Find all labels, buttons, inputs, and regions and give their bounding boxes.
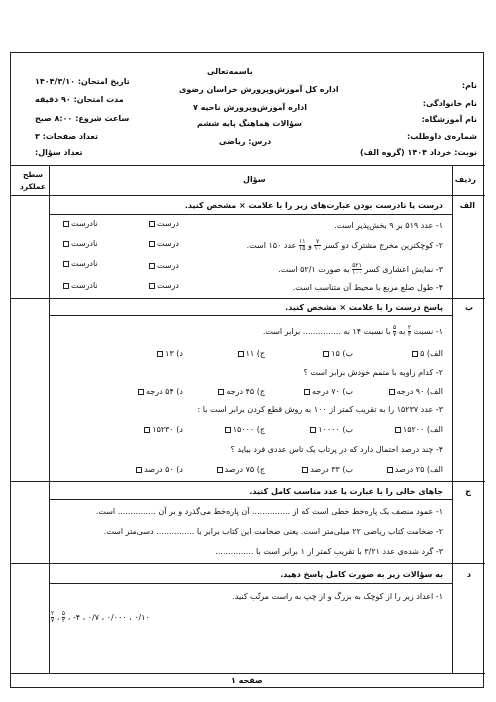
section-a-instruction-line xyxy=(49,214,452,215)
header-term: نوبت: خرداد ۱۴۰۴ (گروه الف) xyxy=(360,148,477,157)
section-b-q3-option-b[interactable]: ب) ۱۰۰۰۰ xyxy=(310,425,353,434)
q1-true-option[interactable]: درست xyxy=(149,219,179,228)
section-b-q3-option-d[interactable]: د) ۱۵۲۳۰ xyxy=(144,425,183,434)
section-b-instruction-line xyxy=(49,315,452,316)
section-b-q1-fraction-2: $\frac{۵}{۷}$ xyxy=(393,324,397,338)
checkbox-icon xyxy=(395,427,401,433)
section-d-number-list xyxy=(51,611,150,624)
section-d-separator: ، xyxy=(56,613,60,622)
checkbox-icon xyxy=(238,351,244,357)
header-subject: درس: ریاضی xyxy=(219,137,272,146)
section-a-q2-fraction-2: $\frac{۱۱}{۱۵}$ xyxy=(299,238,306,252)
checkbox-icon xyxy=(225,427,231,433)
checkbox-icon xyxy=(149,221,155,227)
checkbox-icon xyxy=(389,389,395,395)
q2-false-option[interactable]: نادرست xyxy=(63,239,98,248)
header-candidate-number: شماره‌ی داوطلب: xyxy=(407,132,477,141)
column-level-header: سطح عملکرد xyxy=(19,170,47,191)
section-d-fraction-b: $\frac{۵}{۲}$ xyxy=(61,610,66,624)
checkbox-icon xyxy=(149,241,155,247)
section-a-question-2 xyxy=(247,239,443,252)
q3-true-option[interactable]: درست xyxy=(149,261,179,270)
section-b-question-3: ۳- عدد ۱۵۲۳۷ را به تقریب کمتر از ۱۰۰ به روش قطع کردن برابر است با : xyxy=(197,405,443,414)
checkbox-icon xyxy=(149,263,155,269)
checkbox-icon xyxy=(144,427,150,433)
q4-false-option[interactable]: نادرست xyxy=(63,281,98,290)
checkbox-icon xyxy=(218,389,224,395)
section-b-q1-option-b[interactable]: ب) ۱۵ xyxy=(323,349,353,358)
header-divider xyxy=(11,165,485,166)
section-b-q2-option-d[interactable]: د) ۵۴ درجه xyxy=(138,387,183,396)
section-b-label: ب xyxy=(464,303,473,312)
section-b-q4-option-b[interactable]: ب) ۳۳ درصد xyxy=(302,465,353,474)
section-a-question-3 xyxy=(278,263,443,276)
checkbox-icon xyxy=(157,351,163,357)
section-b-question-4: ۴- چند درصد احتمال دارد که در پرتاب یک تاس عددی فرد بیاید ؟ xyxy=(230,445,443,454)
q2-true-option[interactable]: درست xyxy=(149,239,179,248)
section-a-q2-text-a: ۲- کوچکترین مخرج مشترک دو کسر xyxy=(323,241,443,250)
checkbox-icon xyxy=(310,427,316,433)
page-number: صفحه ۱ xyxy=(231,676,263,685)
section-b-question-1: ۱- نسبت $\frac{۲}{۳}$ به $\frac{۵}{۷}$ با نسبت ۱۴ به ............... برابر است. xyxy=(262,324,443,338)
column-row-header: ردیف xyxy=(454,175,476,184)
section-a-q2-text-c: عدد ۱۵۰ است. xyxy=(246,241,297,250)
section-a-q2-fraction-1: $\frac{۷}{۱۰}$ xyxy=(314,238,321,252)
header-exam-date: تاریخ امتحان: ۱۴۰۴/۳/۱۰ xyxy=(35,77,130,86)
checkbox-icon xyxy=(149,283,155,289)
q1-false-option[interactable]: نادرست xyxy=(63,219,98,228)
section-d-label: د xyxy=(466,570,471,579)
section-b-q2-option-b[interactable]: ب) ۷۰ درجه xyxy=(304,387,353,396)
header-question-count: تعداد سؤال: xyxy=(35,148,83,157)
section-b-q3-option-a[interactable]: الف) ۱۵۲۰۰ xyxy=(395,425,443,434)
checkbox-icon xyxy=(63,261,69,267)
checkbox-icon xyxy=(387,467,393,473)
header-start-time: ساعت شروع: ۸:۰۰ صبح xyxy=(35,114,130,123)
section-a-q3-fraction: $\frac{۵۲۱}{۱۰۰}$ xyxy=(352,262,362,276)
section-a-q3-text-b: به صورت ۵۲/۱ است. xyxy=(278,265,350,274)
header-page-count: تعداد صفحات: ۳ xyxy=(35,132,98,141)
checkbox-icon xyxy=(63,283,69,289)
checkbox-icon xyxy=(63,241,69,247)
section-b-q2-option-a[interactable]: الف) ۹۰ درجه xyxy=(389,387,443,396)
checkbox-icon xyxy=(323,351,329,357)
column-question-header: سؤال xyxy=(243,175,266,184)
section-d-instruction: به سؤالات زیر به صورت کامل پاسخ دهید. xyxy=(280,570,443,579)
header-center-line-3: سؤالات هماهنگ پایه ششم xyxy=(197,119,303,128)
section-b-divider xyxy=(11,481,485,482)
section-a-instruction: درست یا نادرست بودن عبارت‌های زیر را با علامت × مشخص کنید. xyxy=(184,201,443,210)
checkbox-icon xyxy=(63,221,69,227)
q3-false-option[interactable]: نادرست xyxy=(63,259,98,268)
section-b-q1-option-a[interactable]: الف) ۵ xyxy=(412,349,443,358)
section-b-instruction: پاسخ درست را با علامت × مشخص کنید. xyxy=(285,303,443,312)
section-c-question-2: ۲- ضخامت کتاب ریاضی ۲۲ میلی‌متر است. یعنی ضخامت این کتاب برابر با ............... دسی‌متر است. xyxy=(103,527,443,536)
header-exam-duration: مدت امتحان: ۹۰ دقیقه xyxy=(35,95,124,104)
q4-true-option[interactable]: درست xyxy=(149,281,179,290)
header-name: نام: xyxy=(461,81,477,90)
exam-page xyxy=(10,52,484,688)
footer-divider xyxy=(11,673,485,674)
section-c-question-3: ۳- گرد شده‌ی عدد ۳/۲۱ با تقریب کمتر از ۱ برابر است با ............... xyxy=(215,547,443,556)
section-b-q1-option-c[interactable]: ج) ۱۱ xyxy=(238,349,265,358)
section-d-fraction-a: $\frac{۲}{۷}$ xyxy=(51,610,55,624)
section-b-q4-option-c[interactable]: ج) ۷۵ درصد xyxy=(217,465,265,474)
header-center-line-2: اداره آموزش‌وپرورش ناحیه ۷ xyxy=(193,103,307,112)
section-a-divider xyxy=(11,298,485,299)
section-c-label: ج xyxy=(465,487,471,496)
section-c-instruction-line xyxy=(49,499,452,500)
section-b-question-2: ۲- کدام زاویه با متمم خودش برابر است ؟ xyxy=(303,368,443,377)
section-b-q1-fraction-1: $\frac{۲}{۳}$ xyxy=(407,324,412,338)
header-family-name: نام خانوادگی: xyxy=(422,99,477,108)
section-c-question-1: ۱- عمود منصف یک پاره‌خط خطی است که از ............... آن پاره‌خط می‌گذرد و بر آن ............... است. xyxy=(95,507,443,516)
row-column-divider xyxy=(452,165,453,673)
checkbox-icon xyxy=(302,467,308,473)
section-b-q2-option-c[interactable]: ج) ۴۵ درجه xyxy=(218,387,265,396)
header-school: نام آموزشگاه: xyxy=(421,115,477,124)
checkbox-icon xyxy=(136,467,142,473)
section-a-question-1: ۱- عدد ۵۱۹ بر ۹ بخش‌پذیر است. xyxy=(334,221,443,230)
level-column-divider xyxy=(49,165,50,673)
section-c-instruction: جاهای خالی را با عبارت یا عدد مناسب کامل کنید. xyxy=(249,487,443,496)
section-b-q4-option-a[interactable]: الف) ۲۵ درصد xyxy=(387,465,443,474)
header-center-line-1: اداره کل آموزش‌وپرورش خراسان رضوی xyxy=(179,85,339,94)
header-basmala: باسمه‌تعالی xyxy=(207,67,253,76)
section-b-q4-option-d[interactable]: د) ۵۰ درصد xyxy=(136,465,183,474)
section-a-q2-text-b: و xyxy=(308,241,312,250)
section-d-question-1: ۱- اعداد زیر را از کوچک به بزرگ و از چپ به راست مرتّب کنید. xyxy=(232,592,443,601)
section-d-separator-2: ، xyxy=(67,613,71,622)
section-b-q3-option-c[interactable]: ج) ۱۵۰۰۰ xyxy=(225,425,265,434)
section-a-question-4: ۴- طول ضلع مربع با محیط آن متناسب است. xyxy=(292,283,443,292)
section-a-label: الف xyxy=(459,201,475,210)
checkbox-icon xyxy=(304,389,310,395)
section-a-q3-text-a: ۳- نمایش اعشاری کسر xyxy=(364,265,443,274)
checkbox-icon xyxy=(138,389,144,395)
section-d-instruction-line xyxy=(49,583,452,584)
checkbox-icon xyxy=(217,467,223,473)
section-d-numbers: ۰/۱۰ ، ۰/۰۰۰ ، ۰/۷ ، ۴- xyxy=(72,613,150,622)
section-c-divider xyxy=(11,563,485,564)
checkbox-icon xyxy=(412,351,418,357)
section-b-q1-option-d[interactable]: د) ۱۳ xyxy=(157,349,183,358)
column-header-divider xyxy=(11,195,485,196)
